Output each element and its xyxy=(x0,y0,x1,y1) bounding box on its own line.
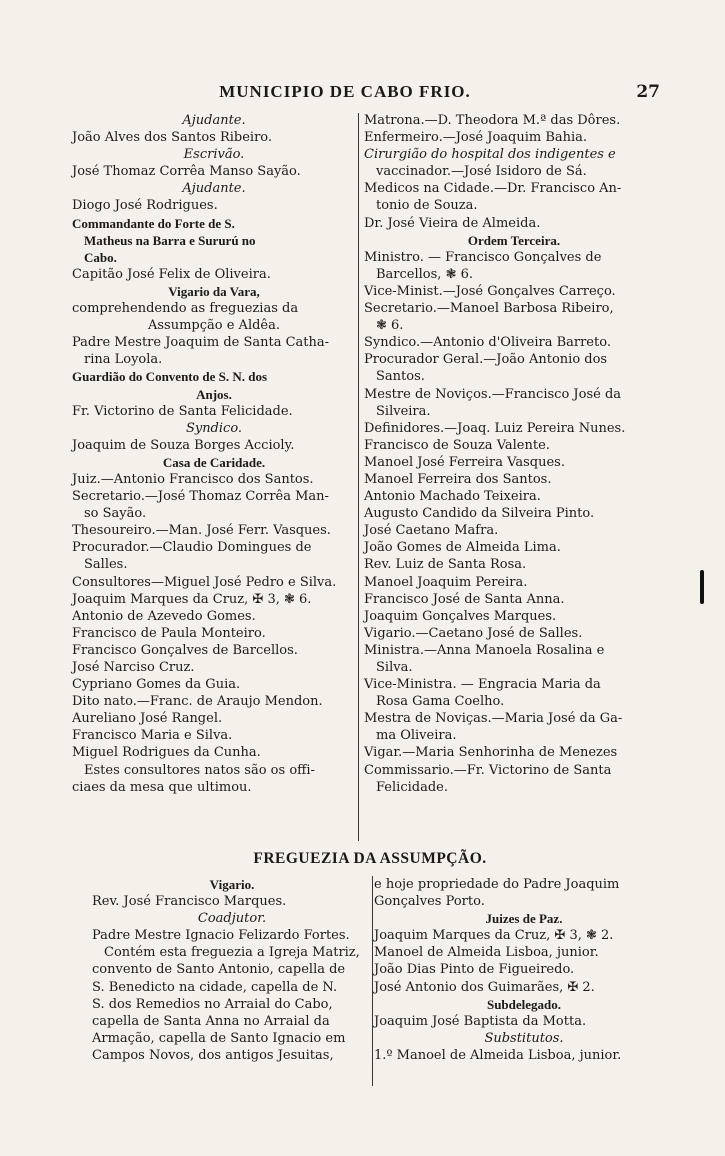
text-line: Guardião do Convento de S. N. dos xyxy=(72,369,268,385)
text-line: Francisco José de Santa Anna. xyxy=(364,591,565,607)
text-line: Escrivão. xyxy=(183,147,245,163)
text-line: Campos Novos, dos antigos Jesuitas, xyxy=(92,1047,334,1063)
text-line: Matrona.—D. Theodora M.ª das Dôres. xyxy=(364,113,621,128)
text-line: Cypriano Gomes da Guia. xyxy=(72,677,241,693)
text-line: José Caetano Mafra. xyxy=(364,523,499,539)
text-line: Commandante do Forte de S. xyxy=(72,215,235,231)
left-column-lower xyxy=(92,876,372,1064)
text-line: Medicos na Cidade.—Dr. Francisco An- xyxy=(364,181,622,197)
text-line: Consultores—Miguel José Pedro e Silva. xyxy=(72,574,337,590)
text-line: Secretario.—José Thomaz Corrêa Man- xyxy=(72,489,329,505)
text-line: 1.º Manoel de Almeida Lisboa, junior. xyxy=(374,1047,622,1063)
text-line: Dr. José Vieira de Almeida. xyxy=(364,215,541,231)
text-line: Cabo. xyxy=(84,249,117,265)
text-line: Ordem Terceira. xyxy=(467,232,561,248)
text-line: Ministra.—Anna Manoela Rosalina e xyxy=(364,642,605,658)
text-line: Manoel Ferreira dos Santos. xyxy=(364,471,552,487)
text-line: Aureliano José Rangel. xyxy=(72,711,223,727)
text-line: Francisco de Paula Monteiro. xyxy=(72,625,266,641)
text-line: Francisco Gonçalves de Barcellos. xyxy=(72,642,298,658)
text-line: Assumpção e Aldêa. xyxy=(147,318,280,334)
text-line: Syndico.—Antonio d'Oliveira Barreto. xyxy=(364,335,611,351)
text-line: Joaquim Marques da Cruz, ✠ 3, ❃ 2. xyxy=(374,928,614,944)
text-line: Juiz.—Antonio Francisco dos Santos. xyxy=(72,471,314,487)
text-line: Rev. Luiz de Santa Rosa. xyxy=(364,557,527,573)
text-line: José Thomaz Corrêa Manso Sayão. xyxy=(72,164,301,180)
text-line: capella de Santa Anna no Arraial da xyxy=(92,1013,330,1029)
text-line: tonio de Souza. xyxy=(376,198,478,214)
text-line: Vice-Minist.—José Gonçalves Carreço. xyxy=(364,283,616,299)
text-line: Silveira. xyxy=(376,403,431,419)
text-line: João Alves dos Santos Ribeiro. xyxy=(72,130,273,146)
text-line: Francisco Maria e Silva. xyxy=(72,728,233,744)
text-line: Contém esta freguezia a Igreja Matriz, xyxy=(104,945,360,961)
text-line: Syndico. xyxy=(185,420,243,436)
text-line: vaccinador.—José Isidoro de Sá. xyxy=(376,164,587,180)
text-line: Ministro. — Francisco Gonçalves de xyxy=(364,249,602,265)
text-line: so Sayão. xyxy=(84,506,147,522)
text-line: Juizes de Paz. xyxy=(485,911,563,927)
text-line: Silva. xyxy=(376,660,413,675)
text-line: Ajudante. xyxy=(182,181,246,197)
text-line: Gonçalves Porto. xyxy=(374,894,485,910)
left-column xyxy=(72,112,356,796)
text-line: Fr. Victorino de Santa Felicidade. xyxy=(72,403,293,419)
text-line: Miguel Rodrigues da Cunha. xyxy=(72,745,261,761)
text-line: Mestra de Noviças.—Maria José da Ga- xyxy=(364,711,623,727)
page-number: 27 xyxy=(636,82,660,102)
text-line: ciaes da mesa que ultimou. xyxy=(72,779,252,795)
text-line: Vice-Ministra. — Engracia Maria da xyxy=(364,677,601,693)
text-line: Manoel José Ferreira Vasques. xyxy=(364,454,565,470)
text-line: Padre Mestre Ignacio Felizardo Fortes. xyxy=(92,928,350,944)
column-divider xyxy=(358,113,359,841)
text-line: S. dos Remedios no Arraial do Cabo, xyxy=(92,996,333,1012)
text-line: Enfermeiro.—José Joaquim Bahia. xyxy=(364,130,588,146)
text-line: Salles. xyxy=(84,557,128,573)
text-line: Francisco de Souza Valente. xyxy=(364,437,550,453)
text-line: Coadjutor. xyxy=(197,911,267,927)
text-line: Diogo José Rodrigues. xyxy=(72,198,218,214)
text-line: Joaquim de Souza Borges Accioly. xyxy=(72,437,295,453)
text-line: Dito nato.—Franc. de Araujo Mendon. xyxy=(72,694,323,710)
text-line: João Gomes de Almeida Lima. xyxy=(364,540,561,556)
text-line: Manoel Joaquim Pereira. xyxy=(364,574,528,590)
text-line: Ajudante. xyxy=(182,113,246,128)
section-title: FREGUEZIA DA ASSUMPÇÃO. xyxy=(253,850,487,867)
text-line: Matheus na Barra e Sururú no xyxy=(84,232,256,248)
margin-mark xyxy=(700,570,704,604)
page-title: MUNICIPIO DE CABO FRIO. xyxy=(219,82,471,101)
text-line: comprehendendo as freguezias da xyxy=(72,301,299,317)
text-line: Commissario.—Fr. Victorino de Santa xyxy=(364,762,612,778)
column-divider-lower xyxy=(372,876,373,1086)
text-line: Casa de Caridade. xyxy=(162,454,266,470)
text-line: Substitutos. xyxy=(484,1030,564,1046)
right-column xyxy=(364,112,664,796)
text-line: Vigario da Vara, xyxy=(168,283,260,299)
text-line: Cirurgião do hospital dos indigentes e xyxy=(364,147,616,163)
text-line: Armação, capella de Santo Ignacio em xyxy=(92,1030,346,1046)
text-line: Joaquim Gonçalves Marques. xyxy=(364,608,557,624)
text-line: ❃ 6. xyxy=(376,318,404,334)
text-line: Antonio Machado Teixeira. xyxy=(364,489,541,505)
text-line: Antonio de Azevedo Gomes. xyxy=(72,608,256,624)
text-line: Joaquim Marques da Cruz, ✠ 3, ❃ 6. xyxy=(72,591,312,607)
text-line: Rev. José Francisco Marques. xyxy=(92,894,287,910)
text-line: Anjos. xyxy=(196,386,232,402)
text-line: Rosa Gama Coelho. xyxy=(376,694,505,710)
text-line: Mestre de Noviços.—Francisco José da xyxy=(364,386,622,402)
text-line: e hoje propriedade do Padre Joaquim xyxy=(374,877,620,892)
text-line: Capitão José Felix de Oliveira. xyxy=(72,266,271,282)
text-line: Vigario. xyxy=(209,877,255,892)
text-line: Felicidade. xyxy=(376,779,448,795)
text-line: Manoel de Almeida Lisboa, junior. xyxy=(374,945,599,961)
text-line: Estes consultores natos são os offi- xyxy=(84,762,315,778)
text-line: Secretario.—Manoel Barbosa Ribeiro, xyxy=(364,301,614,317)
text-line: ma Oliveira. xyxy=(376,728,457,744)
text-line: Subdelegado. xyxy=(486,996,562,1012)
text-line: Vigar.—Maria Senhorinha de Menezes xyxy=(364,745,618,761)
text-line: rina Loyola. xyxy=(84,352,163,368)
text-line: Padre Mestre Joaquim de Santa Catha- xyxy=(72,335,330,351)
text-line: S. Benedicto na cidade, capella de N. xyxy=(92,979,338,995)
page-header xyxy=(60,82,660,102)
text-line: Definidores.—Joaq. Luiz Pereira Nunes. xyxy=(364,420,626,436)
text-line: João Dias Pinto de Figueiredo. xyxy=(374,962,575,978)
text-line: Procurador.—Claudio Domingues de xyxy=(72,540,312,556)
text-line: Augusto Candido da Silveira Pinto. xyxy=(364,506,595,522)
text-line: Barcellos, ❃ 6. xyxy=(376,266,473,282)
text-line: José Antonio dos Guimarães, ✠ 2. xyxy=(374,979,595,995)
text-line: Joaquim José Baptista da Motta. xyxy=(374,1013,587,1029)
text-line: Procurador Geral.—João Antonio dos xyxy=(364,352,608,368)
text-line: Santos. xyxy=(376,369,425,385)
text-line: convento de Santo Antonio, capella de xyxy=(92,962,346,978)
text-line: José Narciso Cruz. xyxy=(72,660,195,675)
right-column-lower xyxy=(374,876,674,1064)
text-line: Thesoureiro.—Man. José Ferr. Vasques. xyxy=(72,523,331,539)
text-line: Vigario.—Caetano José de Salles. xyxy=(364,625,583,641)
